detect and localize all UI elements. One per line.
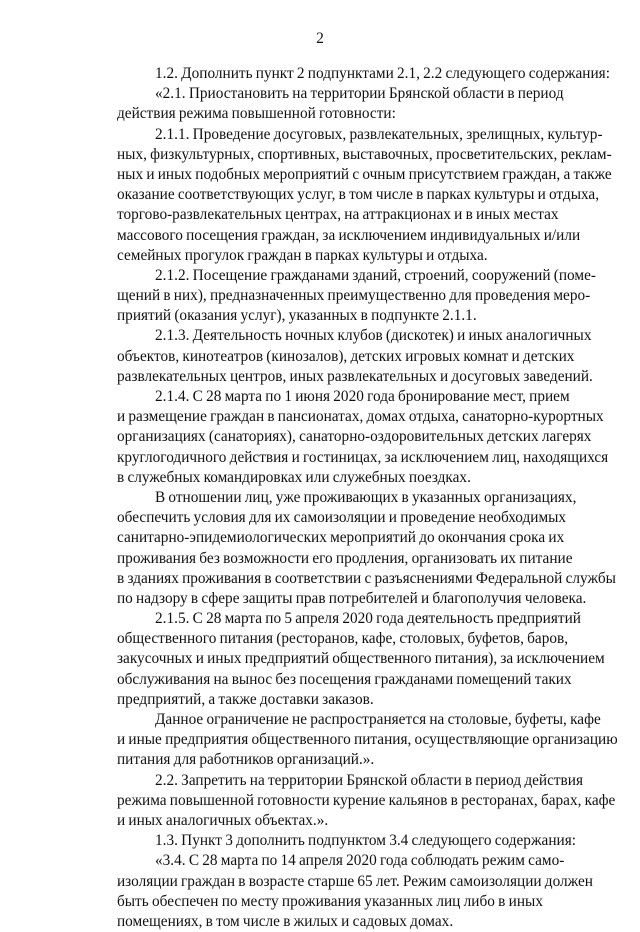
text-line: семейных прогулок граждан в парках культуры и отдыха. [117, 246, 488, 264]
text-line: В отношении лиц, уже проживающих в указанных организациях, [155, 488, 577, 506]
paragraph [117, 831, 576, 851]
text-line: организациях (санаториях), санаторно-оздоровительных детских лагерях [117, 428, 592, 446]
text-line: и иные предприятия общественного питания, осуществляющие организацию [117, 731, 618, 749]
text-line: массового посещения граждан, за исключением индивидуальных и/или [117, 226, 581, 244]
text-line: и иных аналогичных объектах.». [117, 811, 329, 829]
text-line: приятий (оказания услуг), указанных в подпункте 2.1.1. [117, 307, 477, 325]
text-line: ных и иных подобных мероприятий с очным присутствием граждан, а также [117, 165, 612, 183]
text-line: и размещение граждан в пансионатах, домах отдыха, санаторно-курортных [117, 408, 604, 426]
text-line: 2.2. Запретить на территории Брянской области в период действия [155, 771, 584, 789]
text-line: 2.1.1. Проведение досуговых, развлекательных, зрелищных, культур- [155, 125, 603, 143]
text-line: развлекательных центров, иных развлекательных и досуговых заведений. [117, 367, 593, 385]
text-line: санитарно-эпидемиологических мероприятий до окончания срока их [117, 529, 565, 547]
text-line: закусочных и иных предприятий общественного питания), за исключением [117, 650, 605, 668]
text-line: щений в них), предназначенных преимущественно для проведения меро- [117, 287, 591, 305]
paragraph [117, 64, 610, 84]
text-line: в зданиях проживания в соответствии с разъяснениями Федеральной службы [117, 569, 616, 587]
paragraph [117, 609, 605, 710]
text-line: питания для работников организаций.». [117, 751, 375, 769]
text-line: проживания без возможности его продления, организовать их питание [117, 549, 573, 567]
text-line: помещениях, в том числе в жилых и садовых домах. [117, 912, 454, 930]
text-line: по надзору в сфере защиты прав потребителей и благополучия человека. [117, 589, 587, 607]
text-line: 1.2. Дополнить пункт 2 подпунктами 2.1, 2.2 следующего содержания: [155, 65, 610, 82]
text-line: общественного питания (ресторанов, кафе, столовых, буфетов, баров, [117, 630, 569, 648]
text-line: 2.1.5. С 28 марта по 5 апреля 2020 года деятельность предприятий [155, 610, 581, 628]
text-line: обслуживания на вынос без посещения гражданами помещений таких [117, 670, 572, 688]
text-line: режима повышенной готовности курение кальянов в ресторанах, барах, кафе [117, 791, 616, 809]
paragraph [117, 771, 616, 832]
text-line: объектов, кинотеатров (кинозалов), детских игровых комнат и детских [117, 347, 575, 365]
text-line: 1.3. Пункт 3 дополнить подпунктом 3.4 следующего содержания: [155, 832, 576, 850]
text-line: 2.1.2. Посещение гражданами зданий, строений, сооружений (поме- [155, 266, 596, 284]
text-line: действия режима повышенной готовности: [117, 105, 396, 123]
document-body [117, 64, 618, 932]
paragraph [117, 488, 616, 609]
text-line: «3.4. С 28 марта по 14 апреля 2020 года соблюдать режим само- [155, 852, 565, 870]
paragraph [117, 125, 612, 266]
paragraph [117, 851, 593, 932]
text-line: Данное ограничение не распространяется на столовые, буфеты, кафе [155, 711, 601, 728]
text-line: быть обеспечен по месту проживания указанных лиц либо в иных [117, 892, 543, 910]
text-line: оказание соответствующих услуг, в том числе в парках культуры и отдыха, [117, 186, 600, 204]
text-line: в служебных командировках или служебных поездках. [117, 468, 471, 486]
paragraph [117, 387, 609, 488]
text-line: торгово-развлекательных центрах, на аттракционах и в иных местах [117, 206, 559, 224]
text-line: изоляции граждан в возрасте старше 65 лет. Режим самоизоляции должен [117, 872, 593, 890]
paragraph [117, 710, 618, 771]
paragraph [117, 266, 596, 327]
paragraph [117, 326, 593, 387]
text-line: ных, физкультурных, спортивных, выставочных, просветительских, реклам- [117, 145, 612, 163]
page-number: 2 [316, 30, 324, 47]
paragraph [117, 84, 564, 124]
text-line: 2.1.3. Деятельность ночных клубов (дискотек) и иных аналогичных [155, 327, 592, 345]
text-line: 2.1.4. С 28 марта по 1 июня 2020 года бронирование мест, прием [155, 388, 570, 405]
text-line: «2.1. Приостановить на территории Брянской области в период [155, 85, 564, 103]
text-line: обеспечить условия для их самоизоляции и проведение необходимых [117, 509, 567, 527]
text-line: круглогодичного действия и гостиницах, за исключением лиц, находящихся [117, 448, 609, 466]
text-line: предприятий, а также доставки заказов. [117, 690, 374, 708]
